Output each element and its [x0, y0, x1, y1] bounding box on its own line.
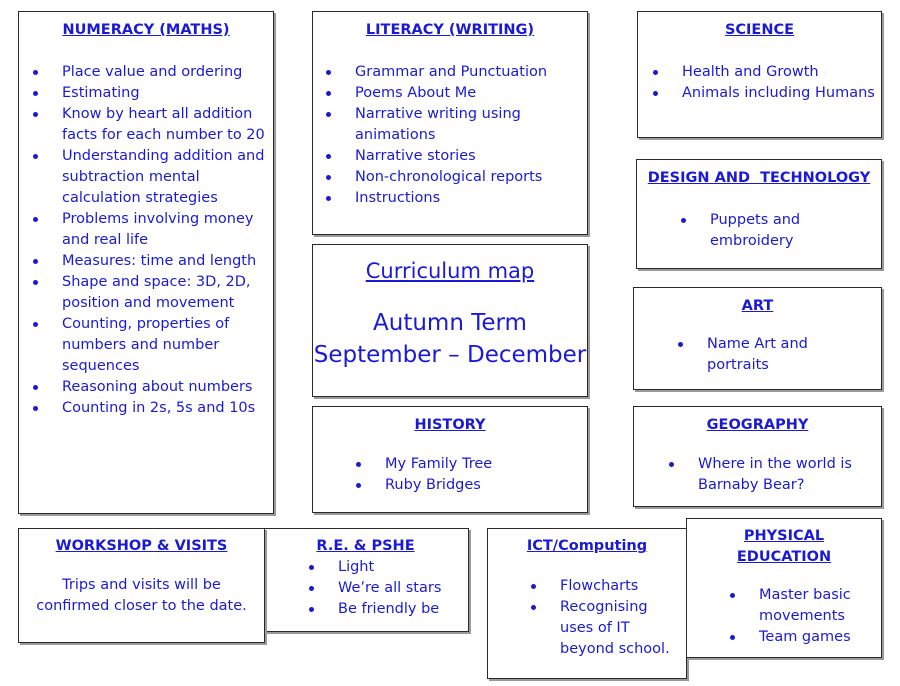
- list-item: Team games: [759, 627, 873, 648]
- literacy-list: [355, 62, 579, 209]
- list-item: Counting in 2s, 5s and 10s: [62, 398, 265, 419]
- workshop-visits-box: [18, 528, 265, 643]
- science-title: SCIENCE: [724, 22, 795, 38]
- list-item: Know by heart all addition facts for each number to 20: [62, 104, 265, 146]
- list-item: Place value and ordering: [62, 62, 265, 83]
- ict-computing-list: [560, 576, 676, 660]
- geography-box: [633, 406, 882, 507]
- list-item: Problems involving money and real life: [62, 209, 265, 251]
- curriculum-map-box: [312, 244, 588, 397]
- list-item: Counting, properties of numbers and number sequences: [62, 314, 265, 377]
- science-list: [682, 62, 875, 104]
- geography-list: [698, 454, 871, 496]
- list-item: Poems About Me: [355, 83, 579, 104]
- art-box: [633, 287, 882, 390]
- list-item: Puppets and embroidery: [710, 210, 871, 252]
- physical-education-box: [686, 518, 882, 658]
- art-list: [707, 334, 871, 376]
- list-item: My Family Tree: [385, 454, 577, 475]
- list-item: Health and Growth: [682, 62, 875, 83]
- ict-computing-box: [487, 528, 687, 679]
- list-item: We’re all stars: [338, 578, 460, 599]
- list-item: Be friendly be: [338, 599, 460, 620]
- curriculum-map-heading: Curriculum map: [365, 259, 535, 283]
- re-pshe-box: [262, 528, 469, 632]
- science-box: [637, 11, 882, 138]
- list-item: Name Art and portraits: [707, 334, 871, 376]
- list-item: Narrative writing using animations: [355, 104, 579, 146]
- art-title: ART: [741, 298, 774, 314]
- list-item: Where in the world is Barnaby Bear?: [698, 454, 871, 496]
- workshop-visits-text: Trips and visits will be confirmed closer to the date.: [36, 577, 247, 614]
- literacy-title: LITERACY (WRITING): [365, 22, 535, 38]
- re-pshe-list: [338, 557, 460, 620]
- list-item: Animals including Humans: [682, 83, 875, 104]
- history-box: [312, 406, 588, 513]
- physical-education-title: PHYSICAL EDUCATION: [736, 528, 832, 565]
- workshop-visits-title: WORKSHOP & VISITS: [55, 538, 228, 554]
- list-item: Measures: time and length: [62, 251, 265, 272]
- list-item: Recognising uses of IT beyond school.: [560, 597, 676, 660]
- list-item: Shape and space: 3D, 2D, position and movement: [62, 272, 265, 314]
- term-label: Autumn Term: [373, 310, 527, 336]
- list-item: Narrative stories: [355, 146, 579, 167]
- history-list: [385, 454, 577, 496]
- list-item: Ruby Bridges: [385, 475, 577, 496]
- design-technology-title: DESIGN AND TECHNOLOGY: [647, 170, 871, 186]
- list-item: Understanding addition and subtraction mental calculation strategies: [62, 146, 265, 209]
- list-item: Master basic movements: [759, 585, 873, 627]
- list-item: Grammar and Punctuation: [355, 62, 579, 83]
- history-title: HISTORY: [414, 417, 486, 433]
- physical-education-list: [759, 585, 873, 648]
- list-item: Reasoning about numbers: [62, 377, 265, 398]
- re-pshe-title: R.E. & PSHE: [316, 538, 415, 554]
- numeracy-box: [18, 11, 274, 514]
- ict-computing-title: ICT/Computing: [526, 538, 648, 554]
- design-technology-box: [636, 159, 882, 269]
- term-dates: September – December: [313, 342, 587, 368]
- design-technology-list: [710, 210, 871, 252]
- numeracy-list: [62, 62, 265, 419]
- list-item: Non-chronological reports: [355, 167, 579, 188]
- list-item: Instructions: [355, 188, 579, 209]
- literacy-box: [312, 11, 588, 235]
- numeracy-title: NUMERACY (MATHS): [62, 22, 230, 38]
- geography-title: GEOGRAPHY: [706, 417, 809, 433]
- list-item: Light: [338, 557, 460, 578]
- list-item: Estimating: [62, 83, 265, 104]
- list-item: Flowcharts: [560, 576, 676, 597]
